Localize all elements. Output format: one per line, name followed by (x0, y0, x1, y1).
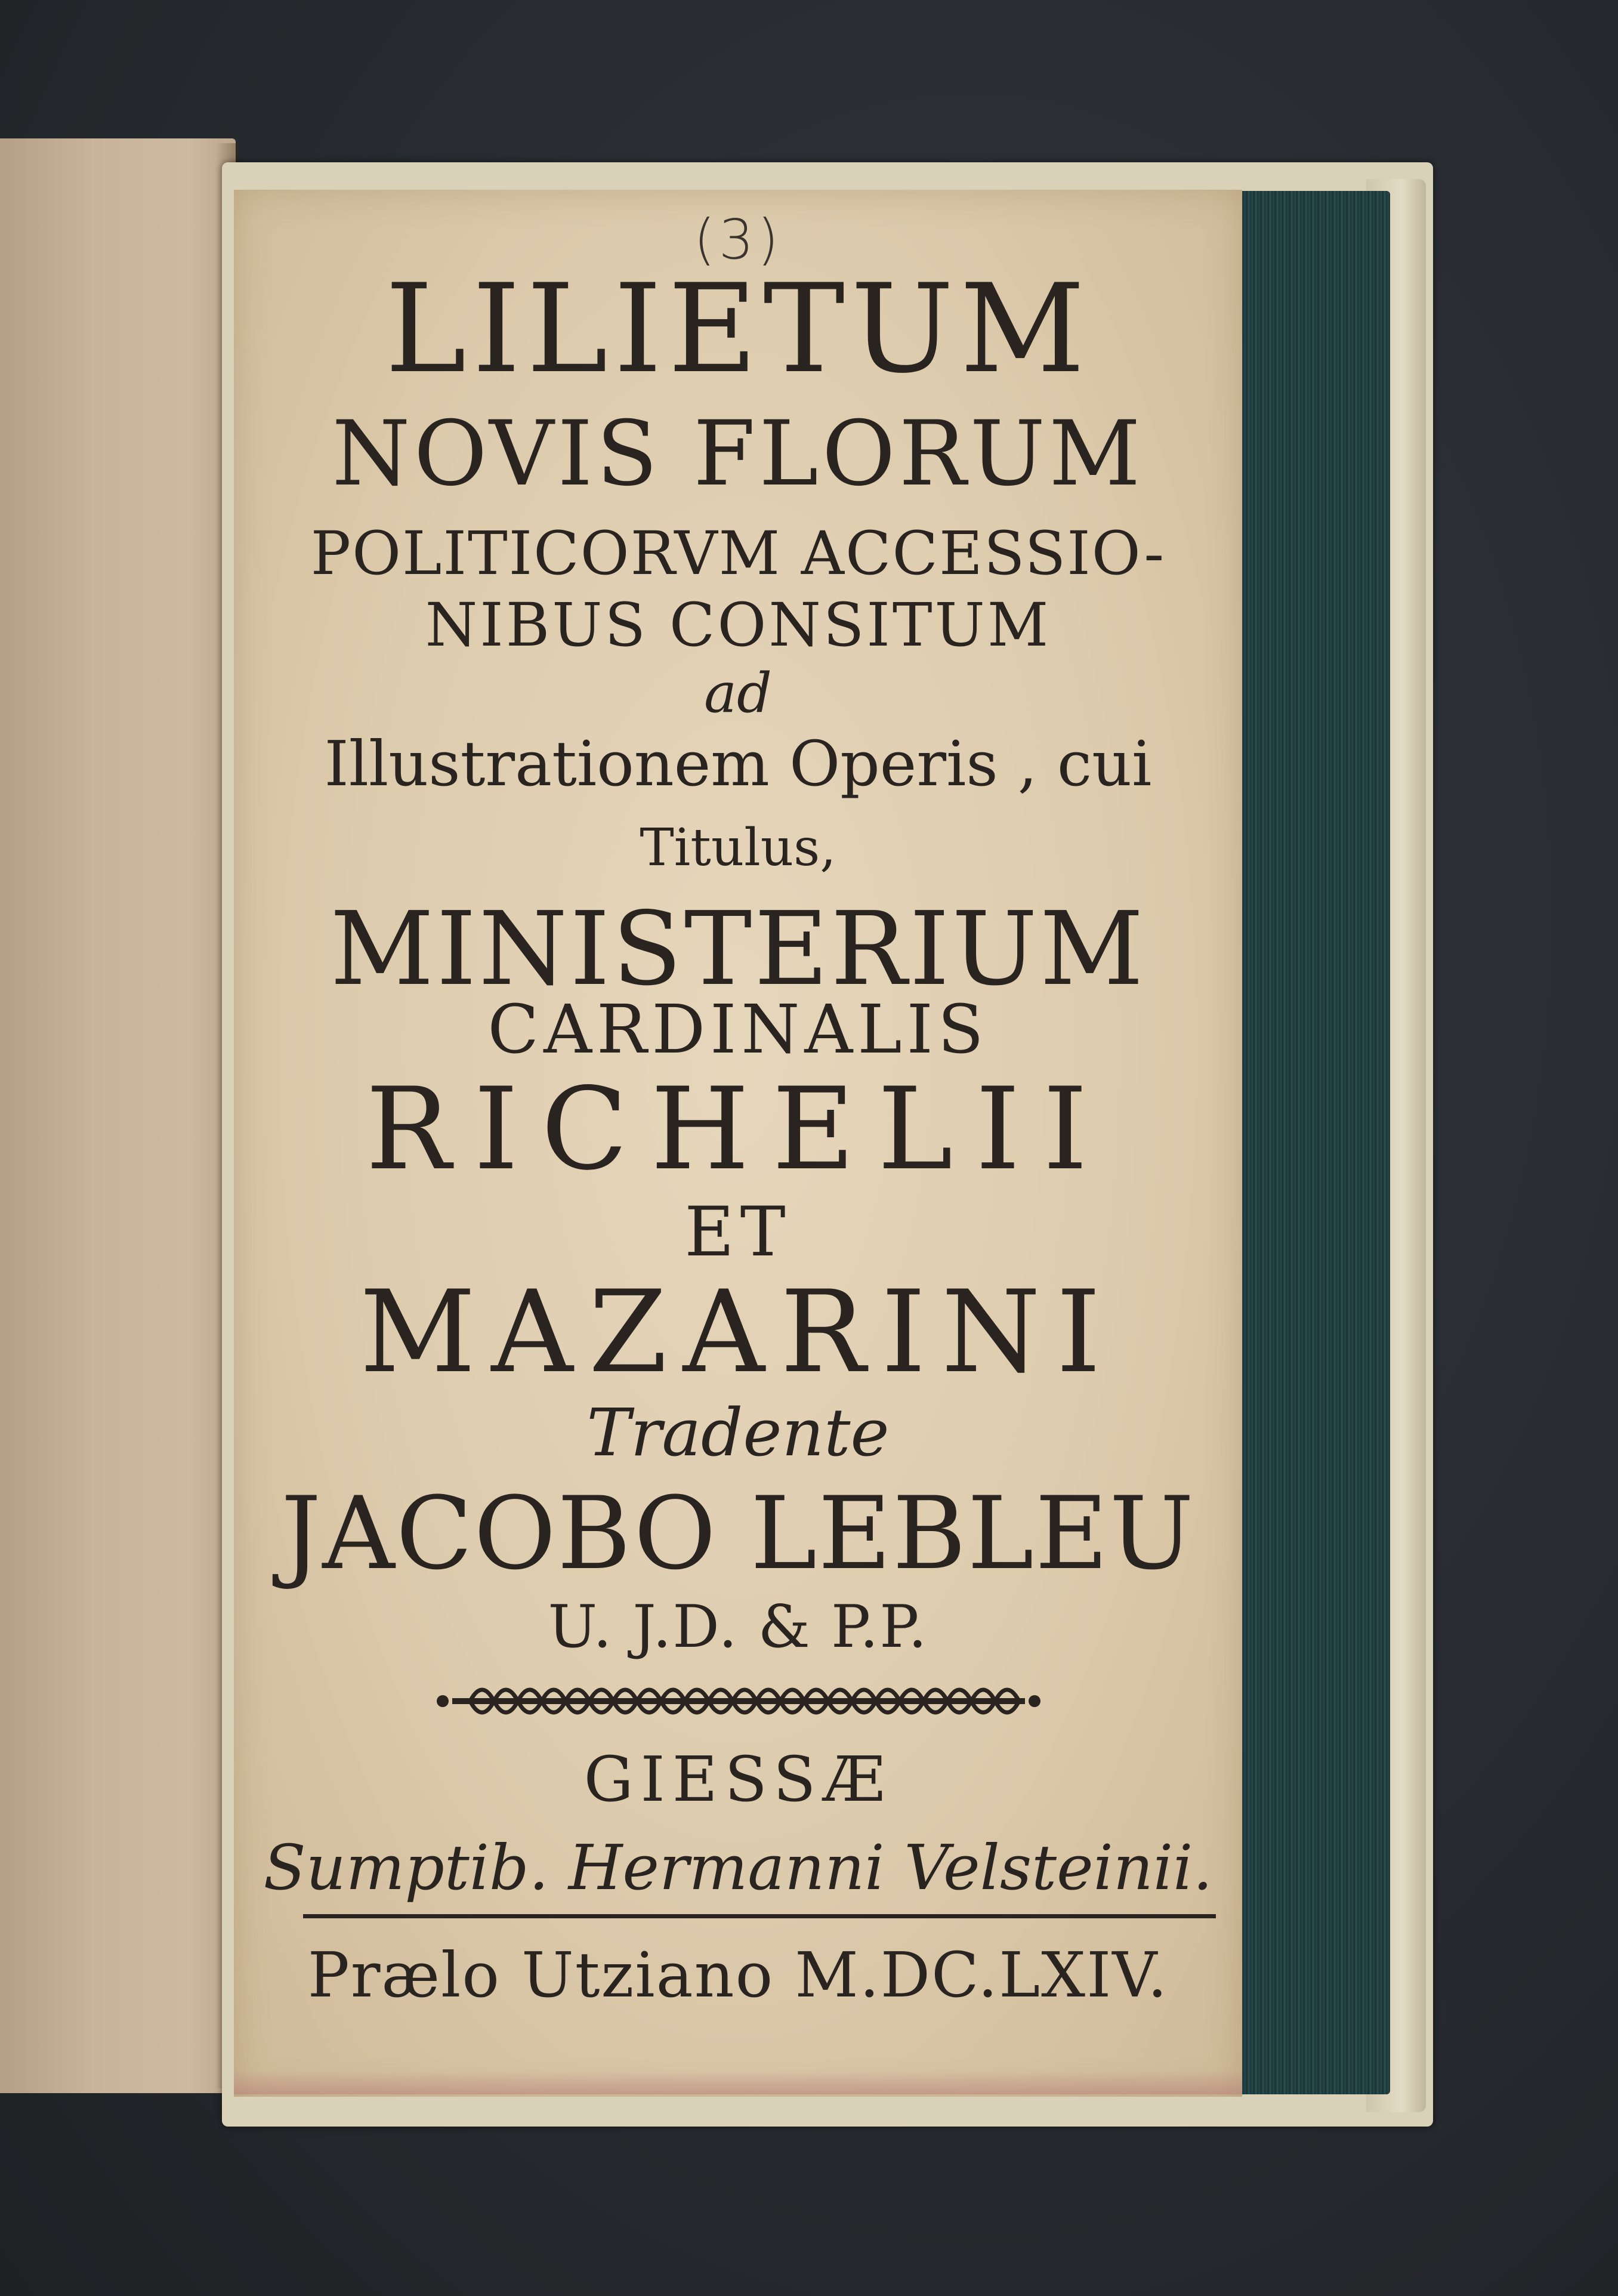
subtitle-line-4: ad (704, 661, 772, 725)
place-of-publication: GIESSÆ (583, 1743, 893, 1816)
work-title-line-1: MINISTERIUM (330, 890, 1146, 1008)
work-title-line-4: ET (684, 1192, 792, 1272)
printers-ornament-icon (434, 1674, 1043, 1728)
main-title: LILIETUM (385, 258, 1091, 400)
author-degree: U. J.D. & P.P. (548, 1593, 928, 1661)
publisher-line: Sumptib. Hermanni Velsteinii. (263, 1831, 1213, 1904)
author-name: JACOBO LEBLEU (280, 1475, 1196, 1592)
tradente-line: Tradente (586, 1394, 890, 1471)
signature-mark: (3) (693, 208, 783, 271)
subtitle-line-5: Illustrationem Operis , cui (324, 727, 1152, 800)
horizontal-rule (303, 1914, 1216, 1918)
subtitle-line-1: NOVIS FLORUM (332, 402, 1144, 506)
subtitle-line-3: NIBUS CONSITUM (425, 590, 1051, 660)
work-title-line-5: MAZARINI (359, 1266, 1117, 1398)
fore-edge (1229, 191, 1390, 2094)
title-page-text (234, 190, 1242, 2097)
imprint-line: Prælo Utziano M.DC.LXIV. (307, 1939, 1169, 2011)
subtitle-line-2: POLITICORVM ACCESSIO- (310, 519, 1166, 588)
left-page (0, 138, 236, 2093)
work-title-line-2: CARDINALIS (487, 991, 989, 1069)
subtitle-line-6: Titulus, (640, 818, 836, 878)
work-title-line-3: RICHELII (365, 1063, 1111, 1195)
